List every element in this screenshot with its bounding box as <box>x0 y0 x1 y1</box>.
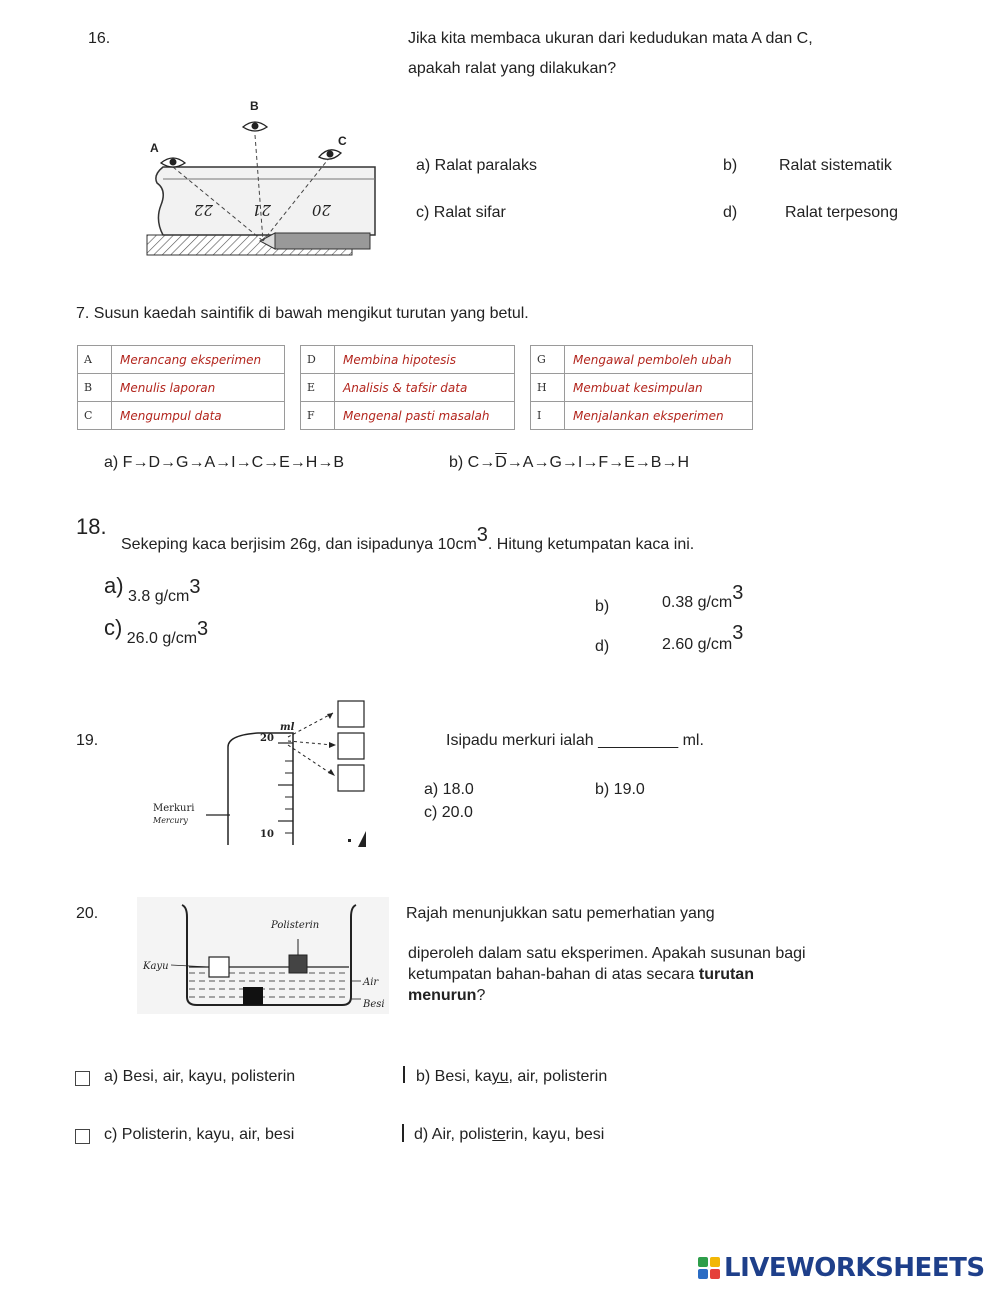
eye-c-icon <box>319 150 341 159</box>
q20-checkbox-c[interactable] <box>75 1129 90 1144</box>
step-key: B <box>78 374 112 402</box>
q17-option-b[interactable] <box>449 454 689 472</box>
q19-label-merkuri: Merkuri <box>153 803 195 814</box>
table-row <box>78 402 285 430</box>
q16-parallax-figure <box>135 95 385 265</box>
q20-text-line3 <box>408 966 754 984</box>
q19-mark-10: 10 <box>260 829 274 840</box>
q20-label-air: Air <box>363 977 379 988</box>
q17-option-a[interactable]: a) F→D→G→A→I→C→E→H→B <box>104 454 345 471</box>
q20-option-c[interactable]: c) Polisterin, kayu, air, besi <box>104 1126 295 1143</box>
q18-question-post: . Hitung ketumpatan kaca ini. <box>487 536 695 553</box>
step-text: Analisis & tafsir data <box>335 374 515 402</box>
q20-option-d-post: rin, kayu, besi <box>505 1126 605 1143</box>
q20-text-line4 <box>408 987 485 1005</box>
q16-option-b-letter: b) <box>723 157 738 174</box>
step-key: E <box>301 374 335 402</box>
step-key: F <box>301 402 335 430</box>
q20-text-line3-pre: ketumpatan bahan-bahan di atas secara <box>408 966 699 983</box>
q18-option-c-value: 26.0 g/cm <box>126 630 198 647</box>
table-row <box>78 346 285 374</box>
q18-option-c-sup: 3 <box>197 618 209 640</box>
q19-mark-20: 20 <box>260 733 274 744</box>
eye-b-icon <box>243 122 267 131</box>
q16-label-b: B <box>250 99 259 113</box>
q19-option-b[interactable]: b) 19.0 <box>595 781 645 798</box>
q18-question-pre: Sekeping kaca berjisim 26g, dan isipadunya 10cm <box>121 536 477 553</box>
q18-option-d[interactable] <box>595 622 744 655</box>
q20-marker-d[interactable] <box>402 1124 404 1142</box>
q19-unit: ml <box>280 722 295 733</box>
q19-option-c[interactable]: c) 20.0 <box>424 804 473 821</box>
q18-question-sup: 3 <box>476 524 488 546</box>
liveworksheets-logo <box>698 1253 985 1283</box>
q18-number: 18. <box>76 514 107 539</box>
q20-option-d[interactable] <box>414 1126 604 1144</box>
q20-option-a[interactable]: a) Besi, air, kayu, polisterin <box>104 1068 296 1085</box>
step-text: Mengawal pemboleh ubah <box>565 346 753 374</box>
q16-number: 16. <box>88 30 111 47</box>
step-text: Membina hipotesis <box>335 346 515 374</box>
q18-option-c-letter: c) <box>104 615 123 640</box>
q20-text-line1: Rajah menunjukkan satu pemerhatian yang <box>406 905 715 922</box>
q18-option-a-sup: 3 <box>189 576 201 598</box>
q18-option-a-letter: a) <box>104 573 124 598</box>
q20-marker-b[interactable] <box>403 1066 405 1083</box>
q20-number: 20. <box>76 905 99 922</box>
table-row <box>301 346 515 374</box>
table-row <box>301 374 515 402</box>
q19-question: Isipadu merkuri ialah _________ ml. <box>446 732 704 749</box>
q17-steps-table-2 <box>300 345 515 430</box>
q20-beaker-figure <box>137 897 389 1014</box>
q19-cylinder-figure <box>148 697 373 849</box>
q16-label-a: A <box>150 141 159 155</box>
step-key: H <box>531 374 565 402</box>
q20-label-besi: Besi <box>363 999 385 1010</box>
q17-question: 7. Susun kaedah saintifik di bawah mengikut turutan yang betul. <box>76 305 529 322</box>
table-row <box>531 374 753 402</box>
q20-option-b-post: , air, polisterin <box>508 1068 608 1085</box>
q20-option-b-pre: b) Besi, ka <box>416 1068 492 1085</box>
table-row <box>301 402 515 430</box>
table-row <box>531 346 753 374</box>
q16-option-c[interactable]: c) Ralat sifar <box>416 204 506 221</box>
q20-text-line2: diperoleh dalam satu eksperimen. Apakah susunan bagi <box>408 945 806 962</box>
step-key: I <box>531 402 565 430</box>
q16-option-d[interactable]: Ralat terpesong <box>785 204 898 221</box>
q16-question-line2: apakah ralat yang dilakukan? <box>408 60 617 77</box>
q18-option-d-value: 2.60 g/cm <box>662 636 733 653</box>
q18-option-d-letter: d) <box>595 638 610 655</box>
step-key: A <box>78 346 112 374</box>
q20-option-d-u: te <box>492 1126 506 1143</box>
q17-option-b-d: $\overline{D}$ <box>495 454 507 471</box>
q17-option-b-pre: b) C→ <box>449 454 496 471</box>
q19-label-mercury: Mercury <box>153 816 188 825</box>
q17-steps-table-3 <box>530 345 753 430</box>
q20-label-polisterin: Polisterin <box>271 920 320 931</box>
q16-question-line1: Jika kita membaca ukuran dari kedudukan mata A dan C, <box>408 30 813 47</box>
eye-a-icon <box>161 158 185 167</box>
q18-option-b-letter: b) <box>595 598 610 615</box>
q20-checkbox-a[interactable] <box>75 1071 90 1086</box>
logo-blocks-icon <box>698 1257 720 1279</box>
step-text: Menjalankan eksperimen <box>565 402 753 430</box>
q20-text-line4-bold: menurun <box>408 987 477 1004</box>
q16-option-a[interactable]: a) Ralat paralaks <box>416 157 537 174</box>
q18-option-a[interactable] <box>104 573 201 605</box>
q18-question <box>121 524 695 555</box>
q16-tick-20: 20 <box>311 201 331 219</box>
q16-option-b[interactable]: Ralat sistematik <box>779 157 892 174</box>
q20-text-line4-post: ? <box>476 987 486 1004</box>
step-key: D <box>301 346 335 374</box>
table-row <box>531 402 753 430</box>
step-text: Merancang eksperimen <box>112 346 285 374</box>
q16-tick-22: 22 <box>193 201 213 219</box>
q16-tick-21: 21 <box>251 201 271 219</box>
step-key: G <box>531 346 565 374</box>
q16-label-c: C <box>338 134 347 148</box>
q20-option-d-pre: d) Air, polis <box>414 1126 493 1143</box>
step-text: Menulis laporan <box>112 374 285 402</box>
q18-option-b-value: 0.38 g/cm <box>662 594 733 611</box>
step-text: Membuat kesimpulan <box>565 374 753 402</box>
q18-option-b-sup: 3 <box>732 582 744 604</box>
q17-option-b-post: →A→G→I→F→E→B→H <box>506 454 690 471</box>
q16-option-d-letter: d) <box>723 204 738 221</box>
q19-option-a[interactable]: a) 18.0 <box>424 781 474 798</box>
q20-label-kayu: Kayu <box>143 961 169 972</box>
q18-option-a-value: 3.8 g/cm <box>128 588 190 605</box>
step-key: C <box>78 402 112 430</box>
logo-wordmark: LIVEWORKSHEETS <box>724 1253 985 1283</box>
q18-option-d-sup: 3 <box>732 622 744 644</box>
q18-option-b[interactable] <box>595 582 744 615</box>
table-row <box>78 374 285 402</box>
step-text: Mengenal pasti masalah <box>335 402 515 430</box>
q20-option-b[interactable] <box>416 1068 607 1086</box>
q19-number: 19. <box>76 732 99 749</box>
q17-steps-table-1 <box>77 345 285 430</box>
q20-text-line3-bold: turutan <box>698 966 754 983</box>
q20-option-b-u: yu <box>491 1068 509 1085</box>
q18-option-c[interactable] <box>104 615 209 647</box>
step-text: Mengumpul data <box>112 402 285 430</box>
